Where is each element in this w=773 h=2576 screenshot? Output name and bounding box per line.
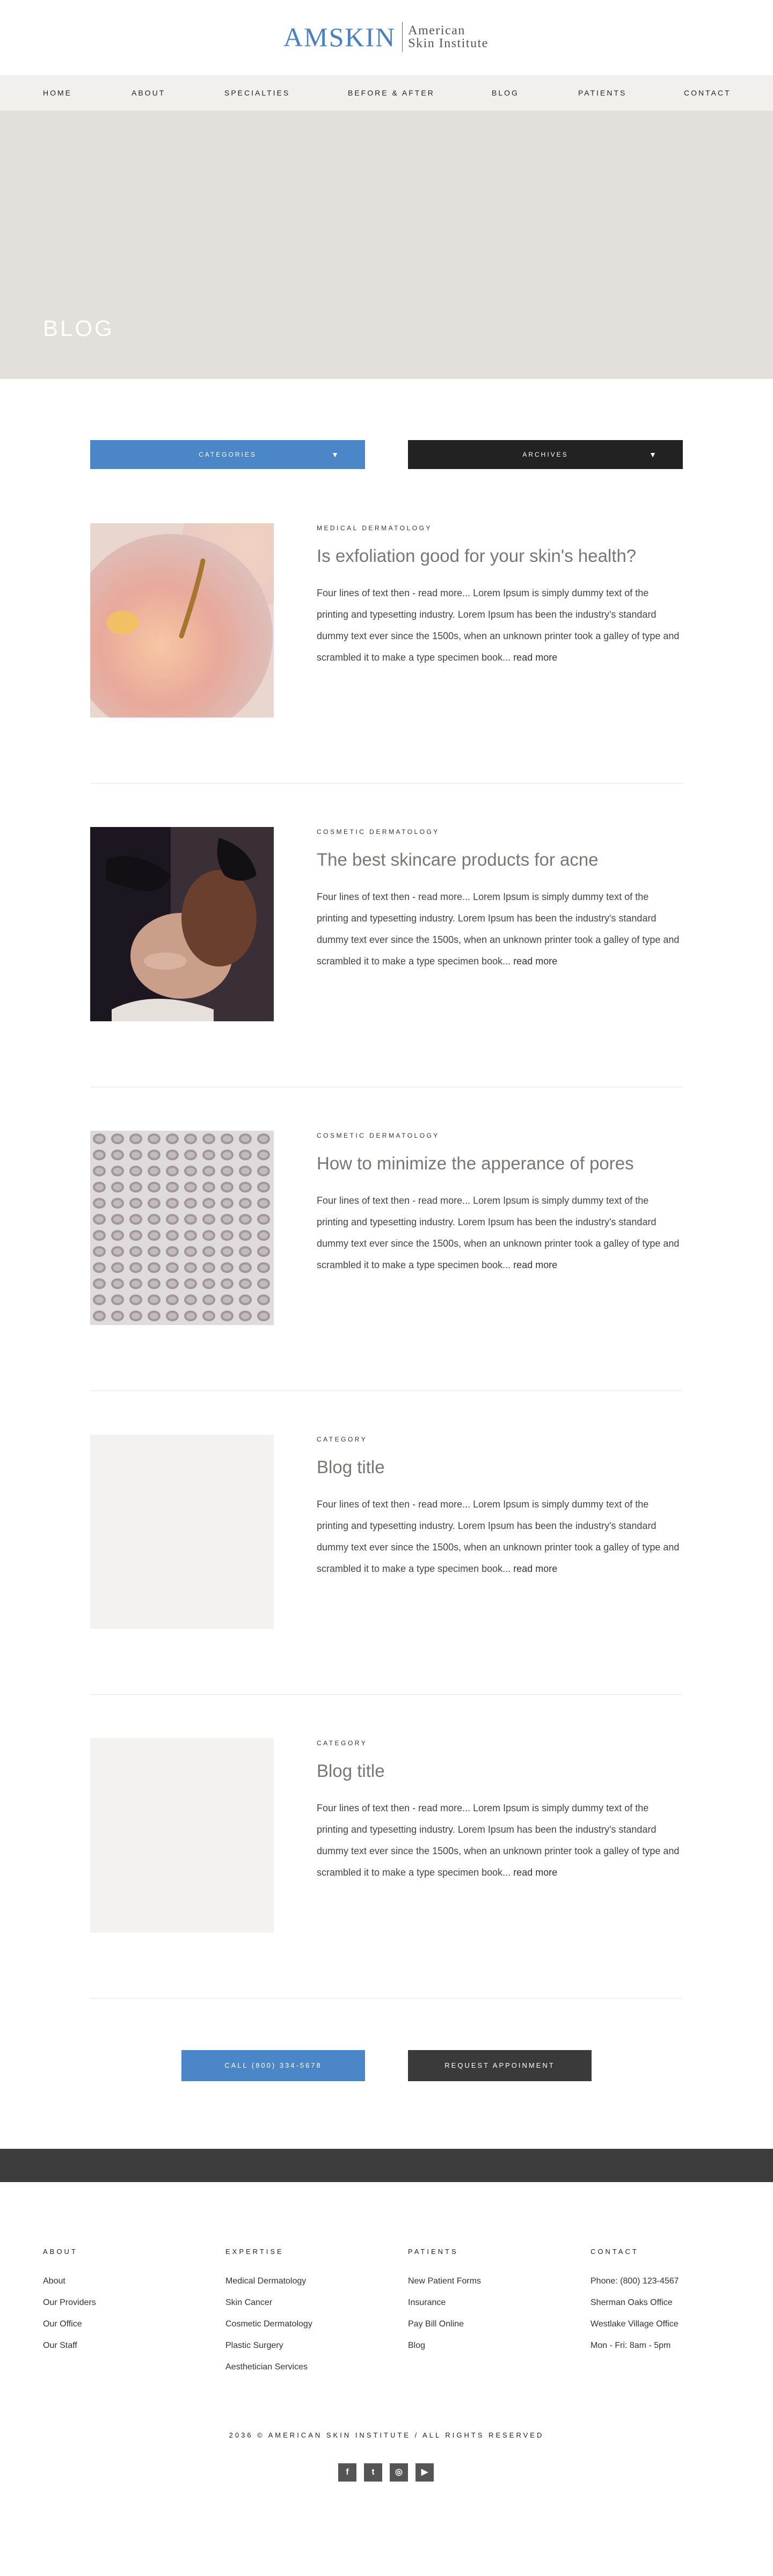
footer-about (43, 2248, 96, 2362)
excerpt-text: Four lines of text then - read more... Lorem Ipsum is simply dummy text of the printing and typesetting industry. Lorem Ipsum has been the industry's standard dummy text ever since the 1500s, when an unknown printer took a galley of type and scrambled it to make a type specimen book... (317, 588, 680, 663)
blog-post (90, 1435, 683, 1738)
post-excerpt (317, 886, 682, 972)
categories-label: CATEGORIES (199, 451, 257, 458)
peach-apple-photo (90, 523, 274, 718)
twitter-icon[interactable]: t (364, 2463, 382, 2482)
excerpt-text: Four lines of text then - read more... Lorem Ipsum is simply dummy text of the printing and typesetting industry. Lorem Ipsum has been the industry's standard dummy text ever since the 1500s, when an unknown printer took a galley of type and scrambled it to make a type specimen book... (317, 1195, 680, 1270)
archives-dropdown[interactable] (408, 440, 683, 469)
hero-banner (0, 111, 773, 379)
post-category[interactable]: CATEGORY (317, 1739, 368, 1747)
footer-heading: ABOUT (43, 2248, 78, 2256)
logo-line-2: Skin Institute (408, 36, 488, 50)
footer-link[interactable]: About (43, 2277, 65, 2286)
page-title: BLOG (43, 316, 114, 341)
archives-label: ARCHIVES (522, 451, 568, 458)
footer-link[interactable]: Our Staff (43, 2341, 77, 2350)
post-title[interactable]: Blog title (317, 1457, 385, 1477)
nav-item-home[interactable]: HOME (43, 89, 72, 97)
excerpt-text: Four lines of text then - read more... Lorem Ipsum is simply dummy text of the printing and typesetting industry. Lorem Ipsum has been the industry's standard dummy text ever since the 1500s, when an unknown printer took a galley of type and scrambled it to make a type specimen book... (317, 1499, 680, 1574)
footer-expertise (225, 2248, 312, 2383)
footer-patients (408, 2248, 481, 2362)
footer-heading: EXPERTISE (225, 2248, 284, 2256)
post-excerpt (317, 1797, 682, 1883)
pores-texture-photo (90, 1131, 274, 1325)
logo-mark: AMSKIN (283, 22, 396, 52)
divider (90, 783, 683, 784)
post-title[interactable]: Is exfoliation good for your skin's health? (317, 546, 637, 566)
instagram-icon[interactable]: ◎ (390, 2463, 408, 2482)
read-more-link[interactable]: read more (513, 1260, 558, 1270)
footer-link[interactable]: Medical Dermatology (225, 2277, 307, 2286)
nav-item-about[interactable]: ABOUT (132, 89, 166, 97)
footer-link[interactable]: Our Providers (43, 2298, 96, 2307)
divider (90, 1998, 683, 1999)
nav-item-blog[interactable]: BLOG (492, 89, 519, 97)
chevron-down-icon: ▼ (331, 450, 340, 459)
read-more-link[interactable]: read more (513, 1867, 558, 1878)
request-appointment-button[interactable]: REQUEST APPOINMENT (408, 2050, 592, 2081)
nav-item-patients[interactable]: PATIENTS (578, 89, 627, 97)
footer-link[interactable]: Our Office (43, 2319, 82, 2329)
contact-office: Sherman Oaks Office (590, 2298, 673, 2307)
footer-link[interactable]: Pay Bill Online (408, 2319, 464, 2329)
facebook-icon[interactable]: f (338, 2463, 356, 2482)
read-more-link[interactable]: read more (513, 956, 558, 967)
post-title[interactable]: How to minimize the apperance of pores (317, 1153, 634, 1173)
footer-link[interactable]: Plastic Surgery (225, 2341, 283, 2350)
blog-post (90, 1131, 683, 1435)
excerpt-text: Four lines of text then - read more... Lorem Ipsum is simply dummy text of the printing and typesetting industry. Lorem Ipsum has been the industry's standard dummy text ever since the 1500s, when an unknown printer took a galley of type and scrambled it to make a type specimen book... (317, 891, 680, 967)
footer-heading: PATIENTS (408, 2248, 458, 2256)
chevron-down-icon: ▼ (649, 450, 658, 459)
post-excerpt (317, 582, 682, 668)
footer-link[interactable]: Cosmetic Dermatology (225, 2319, 312, 2329)
post-excerpt (317, 1494, 682, 1579)
footer-contact (590, 2248, 679, 2362)
logo-line-1: American (408, 24, 465, 38)
post-excerpt (317, 1190, 682, 1276)
blog-post (90, 523, 683, 827)
read-more-link[interactable]: read more (513, 1563, 558, 1574)
post-category[interactable]: COSMETIC DERMATOLOGY (317, 1132, 440, 1139)
site-header (0, 0, 773, 75)
main-nav (0, 75, 773, 111)
divider (90, 1694, 683, 1695)
categories-dropdown[interactable] (90, 440, 365, 469)
facial-treatment-photo (90, 827, 274, 1021)
post-category[interactable]: COSMETIC DERMATOLOGY (317, 828, 440, 836)
nav-item-before-after[interactable]: BEFORE & AFTER (348, 89, 435, 97)
footer-link[interactable]: Insurance (408, 2298, 446, 2307)
post-title[interactable]: The best skincare products for acne (317, 850, 599, 869)
contact-phone: Phone: (800) 123-4567 (590, 2277, 679, 2286)
post-category[interactable]: CATEGORY (317, 1436, 368, 1443)
site-logo[interactable] (283, 21, 488, 53)
footer-link[interactable]: Skin Cancer (225, 2298, 273, 2307)
logo-divider (402, 22, 403, 52)
footer-link[interactable]: Blog (408, 2341, 426, 2350)
post-image-placeholder[interactable] (90, 1435, 274, 1629)
blog-post (90, 827, 683, 1131)
post-image-pores[interactable] (90, 1131, 274, 1325)
excerpt-text: Four lines of text then - read more... Lorem Ipsum is simply dummy text of the printing and typesetting industry. Lorem Ipsum has been the industry's standard dummy text ever since the 1500s, when an unknown printer took a galley of type and scrambled it to make a type specimen book... (317, 1803, 680, 1878)
footer-heading: CONTACT (590, 2248, 639, 2256)
post-image-peach[interactable] (90, 523, 274, 718)
social-links (338, 2463, 434, 2482)
nav-item-contact[interactable]: CONTACT (684, 89, 731, 97)
post-image-facial[interactable] (90, 827, 274, 1021)
logo-wordmark (408, 24, 488, 50)
nav-item-specialties[interactable]: SPECIALTIES (224, 89, 290, 97)
post-title[interactable]: Blog title (317, 1761, 385, 1781)
footer-band (0, 2149, 773, 2182)
blog-post (90, 1738, 683, 2042)
post-image-placeholder[interactable] (90, 1738, 274, 1933)
youtube-icon[interactable]: ▶ (415, 2463, 434, 2482)
contact-office: Westlake Village Office (590, 2319, 679, 2329)
copyright: 2036 © AMERICAN SKIN INSTITUTE / ALL RIGHTS RESERVED (229, 2431, 544, 2439)
read-more-link[interactable]: read more (513, 652, 558, 663)
post-category[interactable]: MEDICAL DERMATOLOGY (317, 524, 432, 532)
contact-hours: Mon - Fri: 8am - 5pm (590, 2341, 671, 2350)
footer-link[interactable]: New Patient Forms (408, 2277, 482, 2286)
call-button[interactable]: CALL (800) 334-5678 (181, 2050, 365, 2081)
footer-link[interactable]: Aesthetician Services (225, 2362, 308, 2372)
